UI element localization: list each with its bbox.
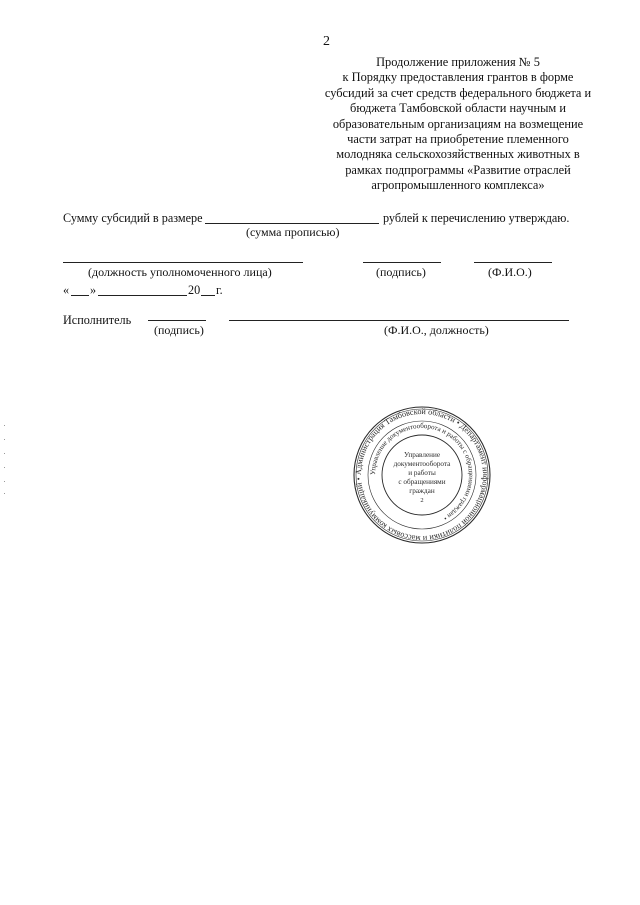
header-line: субсидий за счет средств федерального бюджета и — [324, 85, 592, 100]
position-caption: (должность уполномоченного лица) — [88, 265, 272, 279]
executor-name-caption: (Ф.И.О., должность) — [384, 323, 489, 337]
name-caption: (Ф.И.О.) — [488, 265, 532, 279]
amount-field-line[interactable] — [205, 223, 379, 224]
executor-signature-line[interactable] — [148, 320, 206, 321]
seal-outer-text: Администрация Тамбовской области • Департамент информационной политики и массовых коммуникаций • — [353, 406, 491, 544]
date-close-quote: » — [90, 283, 97, 297]
header-line: Продолжение приложения № 5 — [376, 55, 540, 69]
appendix-header — [312, 55, 604, 194]
seal-center-line: граждан — [409, 487, 435, 495]
amount-caption: (сумма прописью) — [246, 225, 340, 239]
signature-caption: (подпись) — [376, 265, 426, 279]
header-line: части затрат на приобретение племенного — [347, 132, 569, 147]
seal-center-line: с обращениями — [398, 478, 446, 486]
date-year-prefix: 20 — [188, 283, 201, 297]
executor-signature-caption: (подпись) — [154, 323, 204, 337]
approval-suffix: рублей к перечислению утверждаю. — [383, 211, 570, 225]
header-line: агропромышленного комплекса» — [371, 178, 545, 193]
date-day-field[interactable] — [71, 295, 89, 296]
signature-field-line[interactable] — [363, 262, 441, 263]
seal-inner-text: Управление документооборота и работы с обращениями граждан • — [368, 421, 476, 523]
header-line: молодняка сельскохозяйственных животных в — [336, 147, 580, 162]
approval-prefix: Сумму субсидий в размере — [63, 211, 203, 225]
seal-center-line: Управление — [403, 451, 441, 459]
date-month-field[interactable] — [98, 295, 187, 296]
header-line: рамках подпрограммы «Развитие отраслей — [345, 162, 571, 177]
executor-label: Исполнитель — [63, 313, 132, 327]
header-line: образовательным организациям на возмещение — [332, 116, 584, 131]
date-year-suffix: г. — [216, 283, 223, 297]
seal-center-line: 2 — [420, 497, 424, 504]
header-line: к Порядку предоставления грантов в форме — [342, 70, 574, 85]
official-seal-stamp — [352, 405, 492, 545]
seal-center-line: и работы — [408, 469, 436, 477]
executor-name-line[interactable] — [229, 320, 569, 321]
header-line: бюджета Тамбовской области научным и — [350, 101, 566, 116]
seal-center-line: документооборота — [393, 460, 451, 468]
name-field-line[interactable] — [474, 262, 552, 263]
date-open-quote: « — [63, 283, 70, 297]
scan-margin-marks — [3, 425, 7, 495]
page-number: 2 — [323, 34, 330, 49]
position-field-line[interactable] — [63, 262, 303, 263]
date-year-field[interactable] — [201, 295, 215, 296]
